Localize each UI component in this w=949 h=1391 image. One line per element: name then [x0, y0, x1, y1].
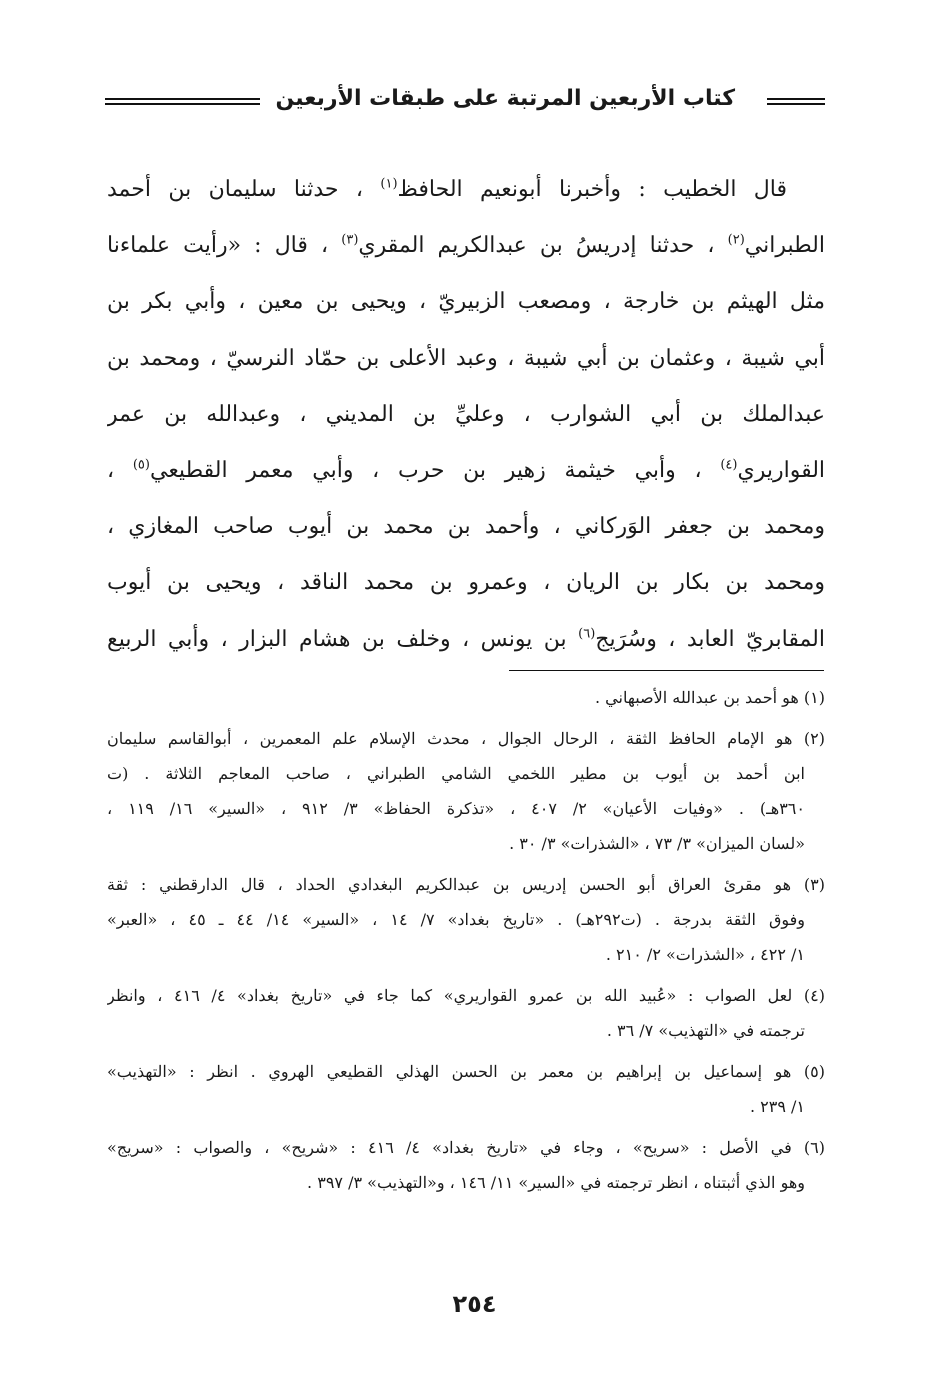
footnote-line: وهو الذي أثبتناه ، انظر ترجمته في «السير» ١١/ ١٤٦ ، و«التهذيب» ٣/ ٣٩٧ . [307, 1173, 805, 1192]
footnote-line: (١) هو أحمد بن عبدالله الأصبهاني . [595, 688, 825, 707]
footnote-6 [107, 1130, 825, 1200]
footnote-line: (٢) هو الإمام الحافظ الثقة ، الرحال الجوال ، محدث الإسلام علم المعمرين ، أبوالقاسم سليمان [107, 729, 825, 748]
footnote-ref[interactable]: (٤) [720, 457, 738, 473]
running-header [105, 82, 825, 122]
footnote-line: «لسان الميزان» ٣/ ٧٣ ، «الشذرات» ٣/ ٣٠ . [509, 834, 805, 853]
footnote-2 [107, 721, 825, 861]
page-number: ٢٥٤ [452, 1290, 497, 1318]
text-line: أبي شيبة ، وعثمان بن أبي شيبة ، وعبد الأعلى بن حمّاد النرسيّ ، ومحمد بن [107, 345, 825, 371]
footnote-line: ابن أحمد بن أيوب بن مطير اللخمي الشامي الطبراني ، صاحب المعاجم الثلاثة . (ت [107, 764, 805, 783]
footnote-4 [107, 978, 825, 1048]
footnote-ref[interactable]: (٣) [341, 232, 359, 248]
footnote-line: وفوق الثقة بدرجة . (ت٢٩٢هـ) . «تاريخ بغداد» ٧/ ١٤ ، «السير» ١٤/ ٤٤ ـ ٤٥ ، «العبر» [107, 910, 806, 929]
footnote-line: (٦) في الأصل : «سريح» ، وجاء في «تاريخ بغداد» ٤/ ٤١٦ : «شريح» ، والصواب : «سريج» [107, 1138, 825, 1157]
footnote-line: ١/ ٤٢٢ ، «الشذرات» ٢/ ٢١٠ . [605, 945, 805, 964]
footnote-3 [107, 867, 825, 972]
footnote-ref[interactable]: (٥) [132, 457, 150, 473]
text-line: المقابريّ العابد ، وسُرَيج$^{(٦)}$ بن يونس ، وخلف بن هشام البزار ، وأبي الربيع [107, 626, 825, 652]
text-line: القواريري$^{(٤)}$ ، وأبي خيثمة زهير بن حرب ، وأبي معمر القطيعي$^{(٥)}$ ، [107, 457, 825, 484]
header-rule-right [767, 98, 825, 105]
footnote-line: (٣) هو مقرئ العراق أبو الحسن إدريس بن عبدالكريم البغدادي الحداد ، قال الدارقطني : ثقة [107, 875, 825, 894]
footnote-5 [107, 1054, 825, 1124]
text-line: قال الخطيب : وأخبرنا أبونعيم الحافظ$^{(١)}$ ، حدثنا سليمان بن أحمد [107, 176, 788, 202]
text-line: ومحمد بن جعفر الوَركاني ، وأحمد بن محمد بن أيوب صاحب المغازي ، [107, 514, 825, 540]
footnote-line: ٣٦٠هـ) . «وفيات الأعيان» ٢/ ٤٠٧ ، «تذكرة الحفاظ» ٣/ ٩١٢ ، «السير» ١٦/ ١١٩ ، [107, 799, 805, 818]
footnote-line: (٤) لعل الصواب : «عُبيد الله بن عمرو القواريري» كما جاء في «تاريخ بغداد» ٤/ ٤١٦ ، وانظر [107, 986, 825, 1005]
footnote-ref[interactable]: (٢) [727, 232, 745, 248]
footnote-separator [509, 670, 824, 671]
text-line: ومحمد بن بكار بن الريان ، وعمرو بن محمد الناقد ، ويحيى بن أيوب [107, 570, 825, 596]
text-line: عبدالملك بن أبي الشوارب ، وعليِّ بن المديني ، وعبدالله بن عمر [107, 401, 825, 427]
footnote-line: ١/ ٢٣٩ . [749, 1097, 805, 1116]
header-rule-left [105, 98, 260, 105]
footnote-ref[interactable]: (٦) [578, 626, 596, 642]
text-line: الطبراني$^{(٢)}$ ، حدثنا إدريسُ بن عبدالكريم المقري$^{(٣)}$ ، قال : «رأيت علماءنا [107, 232, 825, 259]
text-line: مثل الهيثم بن خارجة ، ومصعب الزبيريّ ، ويحيى بن معين ، وأبي بكر بن [107, 289, 825, 315]
main-text [107, 162, 825, 668]
header-title: كتاب الأربعين المرتبة على طبقات الأربعين [275, 86, 735, 111]
footnotes [107, 680, 825, 1200]
footnote-line: (٥) هو إسماعيل بن إبراهيم بن معمر بن الحسن الهذلي القطيعي الهروي . انظر : «التهذيب» [107, 1062, 825, 1081]
footnote-line: ترجمته في «التهذيب» ٧/ ٣٦ . [606, 1021, 805, 1040]
footnote-1 [107, 680, 825, 715]
footnote-ref[interactable]: (١) [380, 176, 398, 192]
